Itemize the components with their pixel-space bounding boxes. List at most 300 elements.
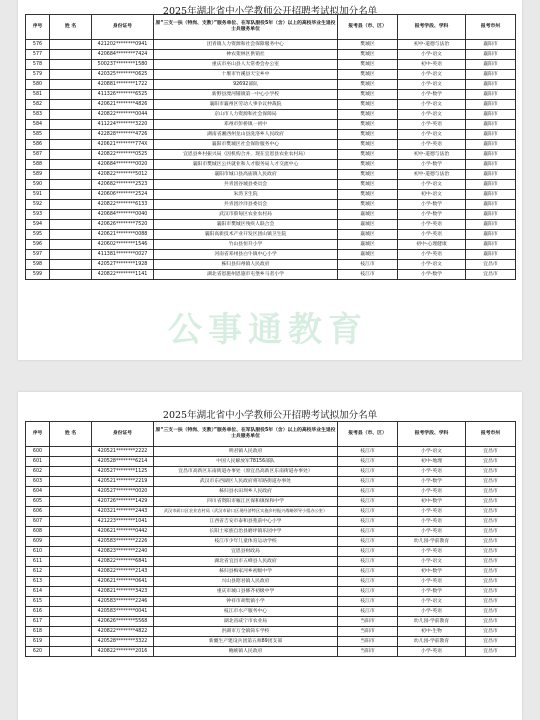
applicant-table [25,14,516,280]
subject-cell: 初中-地理 [398,457,466,467]
seq-cell: 594 [26,220,50,230]
county-cell: 樊城区 [338,150,398,160]
city-cell: 宜昌市 [466,270,516,280]
subject-cell: 小学-数学 [398,90,466,100]
id-number-cell: 420621********0442 [92,527,154,537]
seq-cell: 602 [26,467,50,477]
service-unit-cell: 鲍峡镇人民政府 [154,647,338,657]
id-number-cell: 420684********0040 [92,210,154,220]
seq-cell: 608 [26,527,50,537]
name-cell [50,60,92,70]
seq-cell: 580 [26,80,50,90]
service-unit-cell: 襄阳市樊城区残疾人联合会 [154,220,338,230]
name-cell [50,577,92,587]
name-cell [50,587,92,597]
service-unit-cell: 武汉市硚口区农业农村局（武汉市硚口区现经济特区实施乡村振兴战略领导小组办公室） [154,507,338,517]
subject-cell: 初中-英语 [398,60,466,70]
county-cell: 樊城区 [338,180,398,190]
subject-cell: 小学-数学 [398,160,466,170]
column-header-seq: 序号 [26,15,50,40]
subject-cell: 小学-英语 [398,230,466,240]
seq-cell: 609 [26,537,50,547]
seq-cell: 606 [26,507,50,517]
page-title: 2025年湖北省中小学教师公开招聘考试拟加分名单 [162,410,378,421]
name-cell [50,527,92,537]
id-number-cell: 420521********2222 [92,447,154,457]
county-cell: 枝江市 [338,547,398,557]
table-row [26,567,516,577]
subject-cell: 小学-英语 [398,607,466,617]
subject-cell: 小学-语文 [398,447,466,457]
name-cell [50,100,92,110]
column-header-subject: 报考学段、学科 [398,15,466,40]
table-row [26,477,516,487]
id-number-cell: 420822********0044 [92,110,154,120]
seq-cell: 600 [26,447,50,457]
subject-cell: 小学-语文 [398,110,466,120]
name-cell [50,80,92,90]
service-unit-cell: 邓州市彭桥镇一初中 [154,120,338,130]
city-cell: 襄阳市 [466,220,516,230]
column-header-seq: 序号 [26,422,50,447]
name-cell [50,537,92,547]
subject-cell: 小学-英语 [398,547,466,557]
city-cell: 宜昌市 [466,527,516,537]
table-row [26,160,516,170]
county-cell: 樊城区 [338,120,398,130]
name-cell [50,140,92,150]
service-unit-cell: 新野县溧河铺镇第一中心小学校 [154,90,338,100]
subject-cell: 小学-数学 [398,200,466,210]
county-cell: 枝江市 [338,260,398,270]
subject-cell: 小学-英语 [398,487,466,497]
name-cell [50,210,92,220]
service-unit-cell: 襄阳高新技术产业开发区团山镇卫生院 [154,230,338,240]
service-unit-cell: 四川省资阳市雁江区保和镇保和中学 [154,497,338,507]
city-cell: 宜昌市 [466,487,516,497]
id-number-cell: 420583********2226 [92,537,154,547]
seq-cell: 579 [26,70,50,80]
city-cell: 宜昌市 [466,467,516,477]
table-row [26,80,516,90]
seq-cell: 584 [26,120,50,130]
applicant-table [25,421,516,657]
city-cell: 襄阳市 [466,180,516,190]
list-page-2 [18,392,522,720]
city-cell: 宜昌市 [466,607,516,617]
seq-cell: 586 [26,140,50,150]
column-header-service-unit: 原“三支一扶（特岗、支教）”服务单位、在军队服役5年（含）以上的高校毕业生退役士兵服务单位 [154,15,338,40]
id-number-cell: 420325********0625 [92,70,154,80]
seq-cell: 592 [26,200,50,210]
table-row [26,627,516,637]
seq-cell: 577 [26,50,50,60]
name-cell [50,120,92,130]
subject-cell: 小学-语文 [398,557,466,567]
column-header-city: 报考市州 [466,422,516,447]
seq-cell: 589 [26,170,50,180]
seq-cell: 607 [26,517,50,527]
seq-cell: 581 [26,90,50,100]
city-cell: 襄阳市 [466,150,516,160]
city-cell: 襄阳市 [466,90,516,100]
service-unit-cell: 襄阳市樊城区社会保险服务中心 [154,140,338,150]
id-number-cell: 421223********1041 [92,517,154,527]
table-row [26,607,516,617]
name-cell [50,457,92,467]
seq-cell: 615 [26,597,50,607]
city-cell: 宜昌市 [466,577,516,587]
service-unit-cell: 宜恩县乡村振兴局（因机构合并，现在宜恩县农业农村局） [154,150,338,160]
service-unit-cell: 长阳土家族自治县磨坪镇乐园中学 [154,527,338,537]
seq-cell: 588 [26,160,50,170]
service-unit-cell: 重庆市巫山县人大常委会办公室 [154,60,338,70]
id-number-cell: 420682********2523 [92,180,154,190]
column-header-id-number: 身份证号 [92,422,154,447]
id-number-cell: 420822********2016 [92,647,154,657]
table-row [26,170,516,180]
name-cell [50,240,92,250]
name-cell [50,260,92,270]
city-cell: 宜昌市 [466,477,516,487]
table-row [26,587,516,597]
county-cell: 樊城区 [338,80,398,90]
table-header-row [26,15,516,40]
id-number-cell: 420822********6133 [92,200,154,210]
county-cell: 当阳市 [338,617,398,627]
service-unit-cell: 十堰市竹溪县天宝乡中 [154,70,338,80]
column-header-name: 姓 名 [50,15,92,40]
id-number-cell: 411326********6525 [92,90,154,100]
id-number-cell: 420528********3322 [92,637,154,647]
name-cell [50,40,92,50]
subject-cell: 小学-语文 [398,80,466,90]
county-cell: 襄城区 [338,210,398,220]
city-cell: 宜昌市 [466,457,516,467]
table-row [26,577,516,587]
table-row [26,40,516,50]
seq-cell: 611 [26,557,50,567]
county-cell: 樊城区 [338,70,398,80]
service-unit-cell: 枝江市水产服务中心 [154,607,338,617]
id-number-cell: 420621********4826 [92,100,154,110]
table-row [26,467,516,477]
name-cell [50,497,92,507]
table-row [26,120,516,130]
county-cell: 枝江市 [338,517,398,527]
table-row [26,537,516,547]
city-cell: 襄阳市 [466,170,516,180]
service-unit-cell: 湖北省咸宁市农业局 [154,617,338,627]
table-row [26,130,516,140]
id-number-cell: 420684********0020 [92,160,154,170]
id-number-cell: 411224********3220 [92,120,154,130]
id-number-cell: 420822********4822 [92,627,154,637]
table-row [26,457,516,467]
county-cell: 当阳市 [338,637,398,647]
table-row [26,617,516,627]
subject-cell: 初中-数学 [398,497,466,507]
subject-cell: 小学-语文 [398,50,466,60]
service-unit-cell: 江西省吉安市泰和县苑前中心小学 [154,517,338,527]
city-cell: 襄阳市 [466,230,516,240]
table-row [26,100,516,110]
name-cell [50,110,92,120]
city-cell: 宜昌市 [466,260,516,270]
county-cell: 枝江市 [338,527,398,537]
subject-cell: 幼儿园-学前教育 [398,637,466,647]
seq-cell: 620 [26,647,50,657]
subject-cell: 小学-语文 [398,70,466,80]
name-cell [50,617,92,627]
subject-cell: 初中-道德与法治 [398,150,466,160]
seq-cell: 596 [26,240,50,250]
subject-cell: 初中-心理健康 [398,240,466,250]
table-row [26,50,516,60]
table-row [26,507,516,517]
service-unit-cell: 神农架林区供销社 [154,50,338,60]
table-row [26,90,516,100]
service-unit-cell: 新疆生产建设兵团第五师89团支部 [154,637,338,647]
seq-cell: 576 [26,40,50,50]
city-cell: 襄阳市 [466,160,516,170]
city-cell: 宜昌市 [466,447,516,457]
table-header-row [26,422,516,447]
id-number-cell: 422828********4726 [92,130,154,140]
county-cell: 枝江市 [338,477,398,487]
city-cell: 襄阳市 [466,200,516,210]
county-cell: 枝江市 [338,467,398,477]
county-cell: 樊城区 [338,100,398,110]
name-cell [50,70,92,80]
subject-cell: 小学-英语 [398,527,466,537]
id-number-cell: 420822********2143 [92,567,154,577]
service-unit-cell: 中国人民解放军78156部队 [154,457,338,467]
seq-cell: 587 [26,150,50,160]
seq-cell: 590 [26,180,50,190]
city-cell: 宜昌市 [466,597,516,607]
seq-cell: 585 [26,130,50,140]
county-cell: 枝江市 [338,270,398,280]
county-cell: 当阳市 [338,647,398,657]
name-cell [50,150,92,160]
id-number-cell: 420822********1141 [92,270,154,280]
service-unit-cell: 武汉市蔡甸区农业农村局 [154,210,338,220]
county-cell: 樊城区 [338,90,398,100]
subject-cell: 小学-英语 [398,647,466,657]
name-cell [50,487,92,497]
table-row [26,240,516,250]
service-unit-cell: 秭归县归州镇人民政府 [154,260,338,270]
name-cell [50,230,92,240]
name-cell [50,220,92,230]
service-unit-cell: 湖南省湘西州龙山县洗洛乡人民政府 [154,130,338,140]
table-row [26,60,516,70]
id-number-cell: 420822********0525 [92,150,154,160]
seq-cell: 578 [26,60,50,70]
service-unit-cell: 襄阳市城口县高庙镇人民政府 [154,170,338,180]
id-number-cell: 420521********2219 [92,477,154,487]
subject-cell: 小学-数学 [398,477,466,487]
id-number-cell: 420684********7424 [92,50,154,60]
subject-cell: 小学-数学 [398,270,466,280]
service-unit-cell: 朱湾卫生院 [154,190,338,200]
table-row [26,180,516,190]
table-row [26,487,516,497]
id-number-cell: 420621********774X [92,140,154,150]
id-number-cell: 411381********0027 [92,250,154,260]
county-cell: 枝江市 [338,487,398,497]
table-row [26,517,516,527]
subject-cell: 初中-生物 [398,627,466,637]
county-cell: 枝江市 [338,447,398,457]
service-unit-cell: 湖北省宜昌市五峰县人民政府 [154,557,338,567]
city-cell: 宜昌市 [466,617,516,627]
subject-cell: 小学-英语 [398,250,466,260]
seq-cell: 610 [26,547,50,557]
county-cell: 当阳市 [338,627,398,637]
city-cell: 宜昌市 [466,547,516,557]
id-number-cell: 420321********2443 [92,507,154,517]
seq-cell: 618 [26,627,50,637]
subject-cell: 小学-语文 [398,597,466,607]
county-cell: 枝江市 [338,587,398,597]
table-row [26,597,516,607]
id-number-cell: 420527********1125 [92,467,154,477]
county-cell: 樊城区 [338,40,398,50]
subject-cell: 初中-语文 [398,190,466,200]
column-header-subject: 报考学段、学科 [398,422,466,447]
seq-cell: 583 [26,110,50,120]
city-cell: 襄阳市 [466,140,516,150]
county-cell: 樊城区 [338,200,398,210]
subject-cell: 小学-数学 [398,210,466,220]
subject-cell: 小学-英语 [398,507,466,517]
service-unit-cell: 宜昌市高新区东南街道办事处（原宜昌高新区东南街道办事处） [154,467,338,477]
name-cell [50,160,92,170]
subject-cell: 小学-英语 [398,140,466,150]
table-row [26,497,516,507]
seq-cell: 616 [26,607,50,617]
county-cell: 枝江市 [338,457,398,467]
city-cell: 宜昌市 [466,587,516,597]
service-unit-cell: 兴山县昭君镇人民政府 [154,577,338,587]
id-number-cell: 420822********6841 [92,557,154,567]
table-row [26,140,516,150]
table-row [26,547,516,557]
county-cell: 樊城区 [338,50,398,60]
name-cell [50,597,92,607]
county-cell: 枝江市 [338,557,398,567]
id-number-cell: 420602********1546 [92,240,154,250]
county-cell: 樊城区 [338,140,398,150]
seq-cell: 593 [26,210,50,220]
city-cell: 襄阳市 [466,50,516,60]
seq-cell: 612 [26,567,50,577]
table-row [26,200,516,210]
watermark: 公事通教育 [168,310,368,350]
service-unit-cell: 明君镇人民政府 [154,447,338,457]
city-cell: 襄阳市 [466,70,516,80]
name-cell [50,190,92,200]
county-cell: 枝江市 [338,497,398,507]
seq-cell: 613 [26,577,50,587]
id-number-cell: 420823********2240 [92,547,154,557]
subject-cell: 幼儿园-学前教育 [398,537,466,547]
city-cell: 宜昌市 [466,497,516,507]
name-cell [50,170,92,180]
id-number-cell: 420528********6214 [92,457,154,467]
column-header-service-unit: 原“三支一扶（特岗、支教）”服务单位、在军队服役5年（含）以上的高校毕业生退役士兵服务单位 [154,422,338,447]
name-cell [50,50,92,60]
county-cell: 樊城区 [338,110,398,120]
id-number-cell: 420881********1722 [92,80,154,90]
seq-cell: 595 [26,230,50,240]
column-header-city: 报考市州 [466,15,516,40]
subject-cell: 小学-语文 [398,260,466,270]
county-cell: 樊城区 [338,170,398,180]
county-cell: 枝江市 [338,537,398,547]
column-header-name: 姓 名 [50,422,92,447]
service-unit-cell: 河南省邓州县白牛镇中心小学 [154,250,338,260]
city-cell: 宜昌市 [466,637,516,647]
name-cell [50,627,92,637]
name-cell [50,647,92,657]
list-page-1 [18,0,522,360]
county-cell: 枝江市 [338,607,398,617]
subject-cell: 幼儿园-学前教育 [398,617,466,627]
column-header-county: 报考县（市、区） [338,422,398,447]
name-cell [50,90,92,100]
table-row [26,557,516,567]
city-cell: 宜昌市 [466,517,516,527]
name-cell [50,607,92,617]
subject-cell: 小学-英语 [398,120,466,130]
city-cell: 宜昌市 [466,537,516,547]
subject-cell: 小学-数学 [398,587,466,597]
subject-cell: 小学-语文 [398,100,466,110]
county-cell: 枝江市 [338,567,398,577]
subject-cell: 初中-道德与法治 [398,170,466,180]
seq-cell: 601 [26,457,50,467]
service-unit-cell: 钟祥市胡集镇小学 [154,597,338,607]
seq-cell: 599 [26,270,50,280]
seq-cell: 598 [26,260,50,270]
table-row [26,647,516,657]
table-row [26,250,516,260]
city-cell: 襄阳市 [466,60,516,70]
county-cell: 枝江市 [338,577,398,587]
city-cell: 襄阳市 [466,240,516,250]
id-number-cell: 420726********1429 [92,497,154,507]
subject-cell: 初中-道德与法治 [398,40,466,50]
city-cell: 宜昌市 [466,567,516,577]
name-cell [50,557,92,567]
subject-cell: 小学-英语 [398,467,466,477]
city-cell: 宜昌市 [466,557,516,567]
county-cell: 襄城区 [338,220,398,230]
name-cell [50,447,92,457]
service-unit-cell: 92692部队 [154,80,338,90]
county-cell: 襄城区 [338,250,398,260]
seq-cell: 582 [26,100,50,110]
service-unit-cell: 襄阳市襄州区劳动人事争议仲裁院 [154,100,338,110]
county-cell: 枝江市 [338,597,398,607]
column-header-county: 报考县（市、区） [338,15,398,40]
name-cell [50,637,92,647]
city-cell: 襄阳市 [466,80,516,90]
city-cell: 襄阳市 [466,210,516,220]
